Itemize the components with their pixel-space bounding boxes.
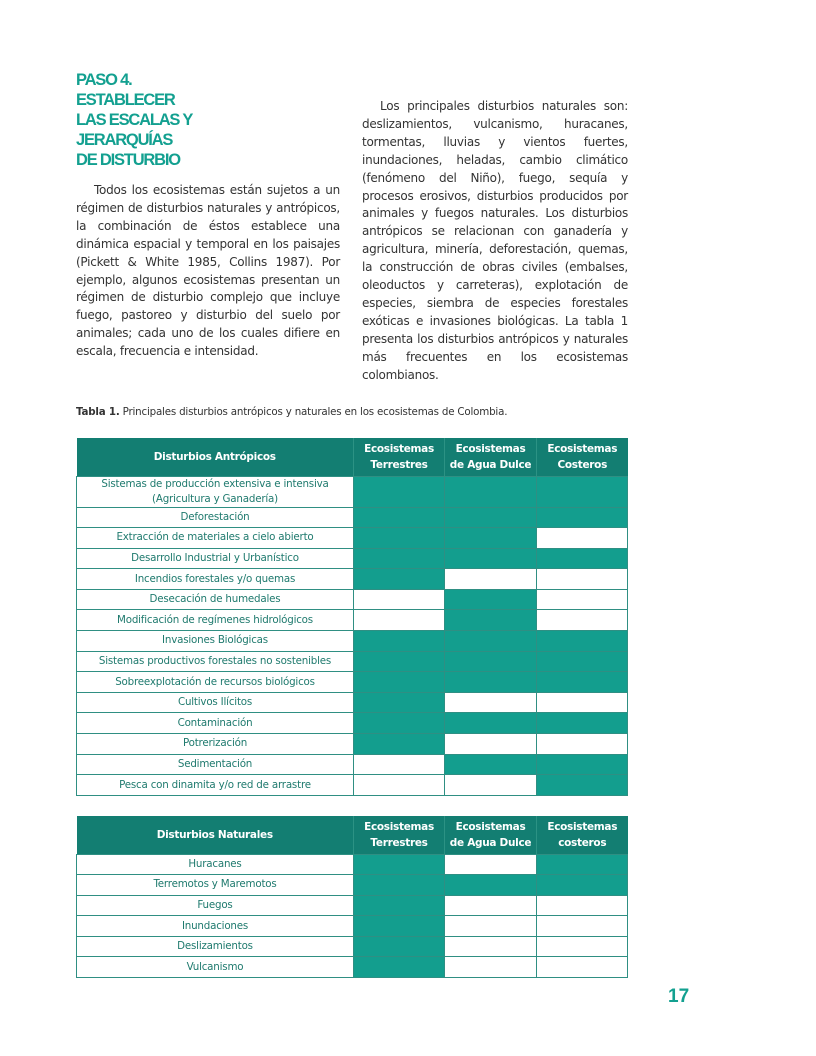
cell-empty	[354, 754, 445, 775]
cell-marked	[445, 875, 537, 896]
table-row	[77, 936, 628, 957]
table-anthropic-disturbances	[76, 438, 628, 796]
table-row	[77, 854, 628, 875]
cell-marked	[354, 713, 445, 734]
row-label: Invasiones Biológicas	[77, 631, 354, 652]
table-row	[77, 548, 628, 569]
cell-empty	[537, 528, 628, 549]
cell-empty	[537, 895, 628, 916]
right-column	[362, 98, 628, 385]
row-label: Deforestación	[77, 507, 354, 528]
cell-marked	[537, 713, 628, 734]
row-label: Modificación de regímenes hidrológicos	[77, 610, 354, 631]
page-number: 17	[668, 986, 690, 1007]
cell-marked	[537, 507, 628, 528]
cell-marked	[445, 651, 537, 672]
row-label: Inundaciones	[77, 916, 354, 937]
table-row	[77, 476, 628, 507]
row-label: Desarrollo Industrial y Urbanístico	[77, 548, 354, 569]
table-row	[77, 875, 628, 896]
row-label: Sobreexplotación de recursos biológicos	[77, 672, 354, 693]
table-row	[77, 692, 628, 713]
table-row	[77, 672, 628, 693]
cell-empty	[445, 936, 537, 957]
cell-empty	[445, 775, 537, 796]
cell-empty	[445, 895, 537, 916]
cell-marked	[354, 854, 445, 875]
cell-marked	[537, 754, 628, 775]
row-label: Sistemas de producción extensiva e intensiva (Agricultura y Ganadería)	[77, 476, 354, 507]
cell-empty	[445, 916, 537, 937]
table-row	[77, 507, 628, 528]
table-caption	[76, 406, 636, 418]
cell-marked	[354, 895, 445, 916]
cell-marked	[537, 631, 628, 652]
cell-marked	[537, 672, 628, 693]
caption-label: Tabla 1.	[76, 406, 120, 418]
cell-marked	[354, 692, 445, 713]
cell-marked	[354, 672, 445, 693]
row-label: Extracción de materiales a cielo abierto	[77, 528, 354, 549]
header-disturbance: Disturbios Naturales	[77, 816, 354, 854]
header-disturbance: Disturbios Antrópicos	[77, 438, 354, 476]
cell-marked	[537, 854, 628, 875]
header-terrestrial: Ecosistemas Terrestres	[354, 816, 445, 854]
cell-marked	[537, 476, 628, 507]
row-label: Pesca con dinamita y/o red de arrastre	[77, 775, 354, 796]
row-label: Cultivos Ilícitos	[77, 692, 354, 713]
cell-empty	[537, 569, 628, 590]
header-freshwater: Ecosistemas de Agua Dulce	[445, 816, 537, 854]
cell-marked	[537, 548, 628, 569]
cell-empty	[445, 734, 537, 755]
cell-marked	[445, 589, 537, 610]
table-natural-disturbances	[76, 816, 628, 978]
cell-marked	[354, 875, 445, 896]
cell-empty	[445, 957, 537, 978]
header-coastal: Ecosistemas Costeros	[537, 438, 628, 476]
row-label: Contaminación	[77, 713, 354, 734]
heading-line: DE DISTURBIO	[76, 151, 180, 169]
table-row	[77, 734, 628, 755]
cell-marked	[354, 957, 445, 978]
cell-empty	[537, 589, 628, 610]
cell-marked	[354, 916, 445, 937]
cell-marked	[354, 651, 445, 672]
disturbances-paragraph: Los principales disturbios naturales son: deslizamientos, vulcanismo, huracanes, tormentas, lluvias y vientos fuertes, inundaciones, heladas, cambio climático (fenómeno del Niño), fuego, sequía y procesos erosivos, disturbios producidos por animales y fuegos naturales. Los disturbios antrópicos se relacionan con ganadería y agricultura, minería, deforestación, quemas, la construcción de obras civiles (embalses, oleoductos y carreteras), explotación de especies, siembra de especies forestales exóticas e invasiones biológicas. La tabla 1 presenta los disturbios antrópicos y naturales más frecuentes en los ecosistemas colombianos.	[362, 99, 628, 382]
heading-line: LAS ESCALAS Y	[76, 111, 193, 129]
cell-marked	[354, 936, 445, 957]
table-row	[77, 775, 628, 796]
table-row	[77, 651, 628, 672]
header-coastal: Ecosistemas costeros	[537, 816, 628, 854]
table-row	[77, 713, 628, 734]
cell-empty	[354, 610, 445, 631]
cell-marked	[445, 507, 537, 528]
table-row	[77, 569, 628, 590]
row-label: Huracanes	[77, 854, 354, 875]
header-freshwater: Ecosistemas de Agua Dulce	[445, 438, 537, 476]
cell-empty	[537, 734, 628, 755]
cell-marked	[354, 528, 445, 549]
heading-line: ESTABLECER	[76, 91, 175, 109]
left-column	[76, 182, 340, 361]
table-row	[77, 895, 628, 916]
cell-empty	[537, 692, 628, 713]
table-row	[77, 528, 628, 549]
row-label: Terremotos y Maremotos	[77, 875, 354, 896]
intro-paragraph: Todos los ecosistemas están sujetos a un régimen de disturbios naturales y antrópicos, la combinación de éstos establece una dinámica espacial y temporal en los paisajes (Pickett & White 1985, Collins 1987). Por ejemplo, algunos ecosistemas presentan un régimen de disturbio complejo que incluye fuego, pastoreo y disturbio del suelo por animales; cada uno de los cuales difiere en escala, frecuencia e intensidad.	[76, 183, 340, 359]
table-row	[77, 631, 628, 652]
row-label: Deslizamientos	[77, 936, 354, 957]
table-row	[77, 957, 628, 978]
cell-empty	[445, 692, 537, 713]
heading-line: JERARQUÍAS	[76, 131, 173, 149]
cell-marked	[445, 672, 537, 693]
cell-empty	[445, 854, 537, 875]
cell-marked	[445, 548, 537, 569]
cell-marked	[445, 631, 537, 652]
section-heading	[76, 70, 326, 170]
table-row	[77, 916, 628, 937]
cell-marked	[445, 528, 537, 549]
cell-marked	[445, 476, 537, 507]
cell-marked	[354, 734, 445, 755]
row-label: Sistemas productivos forestales no sostenibles	[77, 651, 354, 672]
cell-marked	[445, 754, 537, 775]
cell-marked	[445, 713, 537, 734]
cell-marked	[537, 775, 628, 796]
cell-marked	[537, 875, 628, 896]
cell-marked	[354, 631, 445, 652]
table-row	[77, 589, 628, 610]
row-label: Potrerización	[77, 734, 354, 755]
cell-marked	[354, 569, 445, 590]
cell-empty	[354, 589, 445, 610]
row-label: Incendios forestales y/o quemas	[77, 569, 354, 590]
cell-marked	[354, 548, 445, 569]
heading-line: PASO 4.	[76, 71, 132, 89]
header-terrestrial: Ecosistemas Terrestres	[354, 438, 445, 476]
table-row	[77, 610, 628, 631]
row-label: Vulcanismo	[77, 957, 354, 978]
row-label: Sedimentación	[77, 754, 354, 775]
cell-marked	[445, 610, 537, 631]
cell-empty	[445, 569, 537, 590]
cell-marked	[537, 651, 628, 672]
cell-marked	[354, 507, 445, 528]
cell-empty	[537, 957, 628, 978]
table-header-row	[77, 816, 628, 854]
cell-empty	[537, 936, 628, 957]
cell-marked	[354, 476, 445, 507]
cell-empty	[537, 610, 628, 631]
row-label: Desecación de humedales	[77, 589, 354, 610]
row-label: Fuegos	[77, 895, 354, 916]
caption-text: Principales disturbios antrópicos y naturales en los ecosistemas de Colombia.	[119, 406, 508, 418]
table-header-row	[77, 438, 628, 476]
cell-empty	[354, 775, 445, 796]
table-row	[77, 754, 628, 775]
cell-empty	[537, 916, 628, 937]
